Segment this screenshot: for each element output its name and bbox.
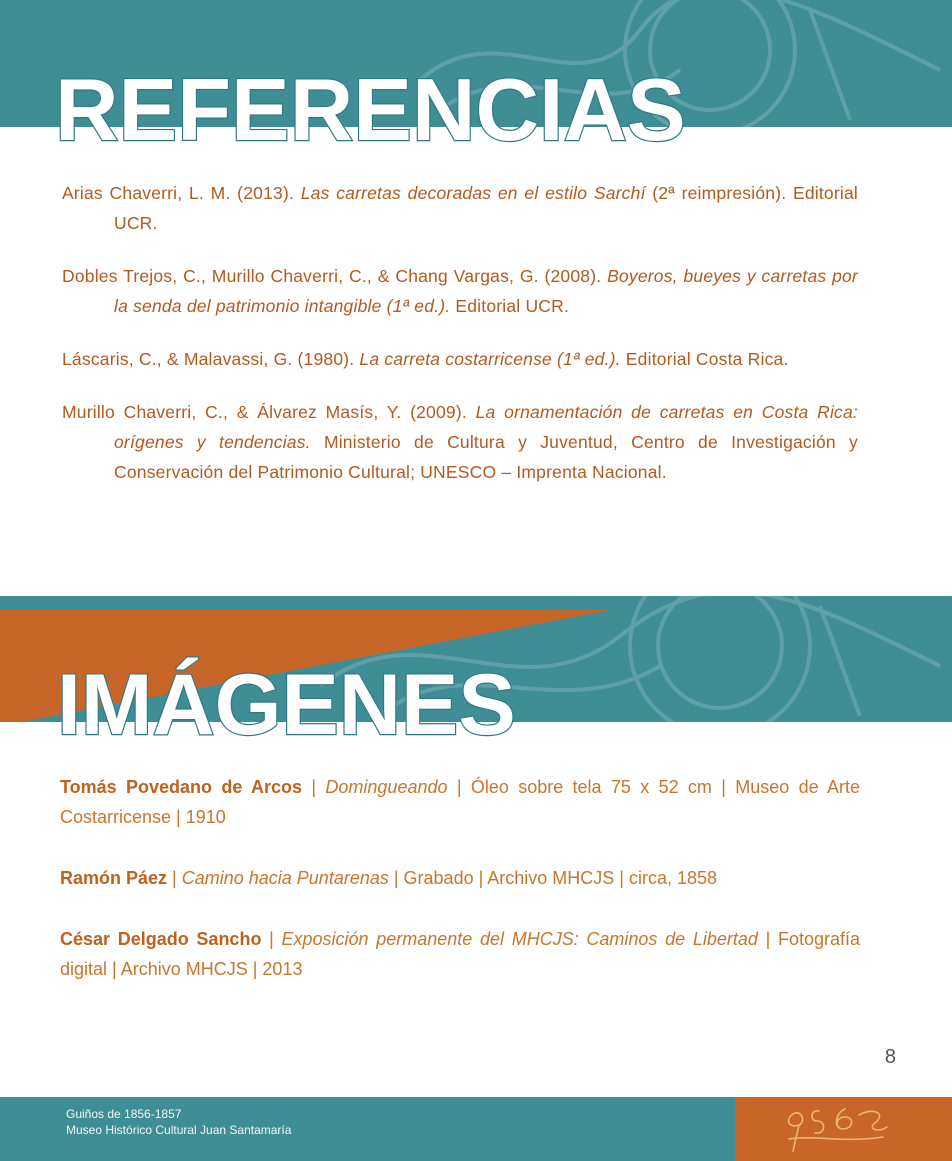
signature-logo xyxy=(775,1099,895,1159)
image-credit xyxy=(60,924,860,984)
artist-name: César Delgado Sancho xyxy=(60,929,262,949)
ref-title: La carreta costarricense (1ª ed.). xyxy=(359,349,621,369)
separator: | xyxy=(167,868,182,888)
image-credits-list xyxy=(60,772,860,1015)
ref-publisher: (2ª reimpresión). Editorial UCR. xyxy=(114,183,858,233)
separator: | xyxy=(302,777,326,797)
ref-title: La ornamentación de carretas en Costa Rica: orígenes y tendencias. xyxy=(114,402,858,452)
references-list xyxy=(62,178,858,510)
ref-authors: Arias Chaverri, L. M. (2013). xyxy=(62,183,301,203)
ref-title: Las carretas decoradas en el estilo Sarchí xyxy=(300,183,646,203)
reference-entry xyxy=(62,344,858,374)
reference-entry xyxy=(62,397,858,487)
work-details: | Óleo sobre tela 75 x 52 cm | Museo de Arte Costarricense | 1910 xyxy=(60,777,860,827)
reference-entry xyxy=(62,178,858,238)
ref-authors: Murillo Chaverri, C., & Álvarez Masís, Y. (2009). xyxy=(62,402,476,422)
image-credit xyxy=(60,863,860,893)
footer-orange-block xyxy=(735,1097,952,1161)
ref-title: Boyeros, bueyes y carretas por la senda del patrimonio intangible (1ª ed.). xyxy=(114,266,859,316)
imagenes-title: IMÁGENES xyxy=(57,657,516,753)
image-credit xyxy=(60,772,860,832)
work-title: Camino hacia Puntarenas xyxy=(181,868,389,888)
footer xyxy=(0,1097,952,1161)
referencias-title: REFERENCIAS xyxy=(55,60,686,159)
separator: | xyxy=(261,929,282,949)
ref-publisher: Editorial Costa Rica. xyxy=(620,349,789,369)
reference-entry xyxy=(62,261,858,321)
ref-authors: Dobles Trejos, C., Murillo Chaverri, C., & Chang Vargas, G. (2008). xyxy=(62,266,608,286)
work-details: | Fotografía digital | Archivo MHCJS | 2013 xyxy=(60,929,860,979)
footer-line-2: Museo Histórico Cultural Juan Santamaría xyxy=(66,1123,292,1137)
ref-authors: Láscaris, C., & Malavassi, G. (1980). xyxy=(62,349,360,369)
page-number: 8 xyxy=(884,1046,896,1068)
artist-name: Tomás Povedano de Arcos xyxy=(60,777,303,797)
work-title: Exposición permanente del MHCJS: Caminos de Libertad xyxy=(281,929,758,949)
ref-publisher: Editorial UCR. xyxy=(450,296,570,316)
work-details: | Grabado | Archivo MHCJS | circa, 1858 xyxy=(388,868,718,888)
artist-name: Ramón Páez xyxy=(60,868,168,888)
footer-line-1: Guiños de 1856-1857 xyxy=(66,1107,182,1121)
ref-publisher: Ministerio de Cultura y Juventud, Centro de Investigación y Conservación del Patrimonio Cultural; UNESCO – Imprenta Nacional. xyxy=(114,432,858,482)
work-title: Domingueando xyxy=(325,777,448,797)
